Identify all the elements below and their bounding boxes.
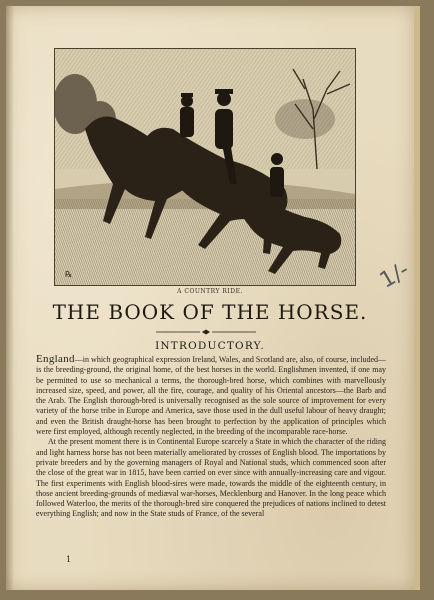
paragraph-text: —in which geographical expression Ireland, Wales, and Scotland are, also, of course, included—is the breeding-ground, the original home, of the best horses in the world. Englishmen invented, if one may be permitted to use so mechanical a terms, the thorough-bred horse, which combines with marvellously increased size, speed, and power, all the fire, courage, and quality of his Oriental ancestors—the Barb and the Arab. The English thorough-bred is universally recognised as the sole source of improvement for every variety of the horse tribe in Europe and America, save those used in the dull useful labour of heavy draught; and even the British draught-horse has been brought to perfection by the application of principles which were first employed, although recently neglected, in the breeding of the incomparable race-horse. [36, 355, 386, 437]
drop-lead-word: England [36, 353, 75, 365]
paragraph-1 [36, 354, 386, 437]
book-title: THE BOOK OF THE HORSE. [52, 300, 368, 324]
figure-caption: A COUNTRY RIDE. [177, 288, 243, 295]
body-text [36, 354, 386, 520]
engraving-country-ride [54, 48, 356, 286]
title-rule-ornament [156, 329, 256, 335]
chapter-heading: INTRODUCTORY. [155, 340, 265, 352]
svg-text:℞: ℞ [65, 270, 73, 279]
signature-mark: 1 [66, 555, 72, 564]
book-page [6, 6, 420, 590]
pencil-price-note: 1/- [375, 257, 414, 294]
paragraph-text: At the present moment there is in Continental Europe scarcely a State in which the character of the riding and light harness horse has not been materially ameliorated by crosses of English blood. The importations by private breeders and by the governing managers of Royal and National studs, which commenced soon after the close of the great war in 1815, have been carried on ever since with annually-increasing care and vigour. The first experiments with English blood-sires were made, towards the middle of the eighteenth century, in those ancient breeding-grounds of mediæval war-horses, Mecklenburg and Hanover. In the long peace which followed Waterloo, the merits of the thorough-bred sire conquered the prejudices of nations inclined to detest everything English; and now in the State studs of France, of the several [36, 437, 386, 519]
paragraph-2 [36, 437, 386, 519]
page-spine-shadow [6, 6, 14, 590]
